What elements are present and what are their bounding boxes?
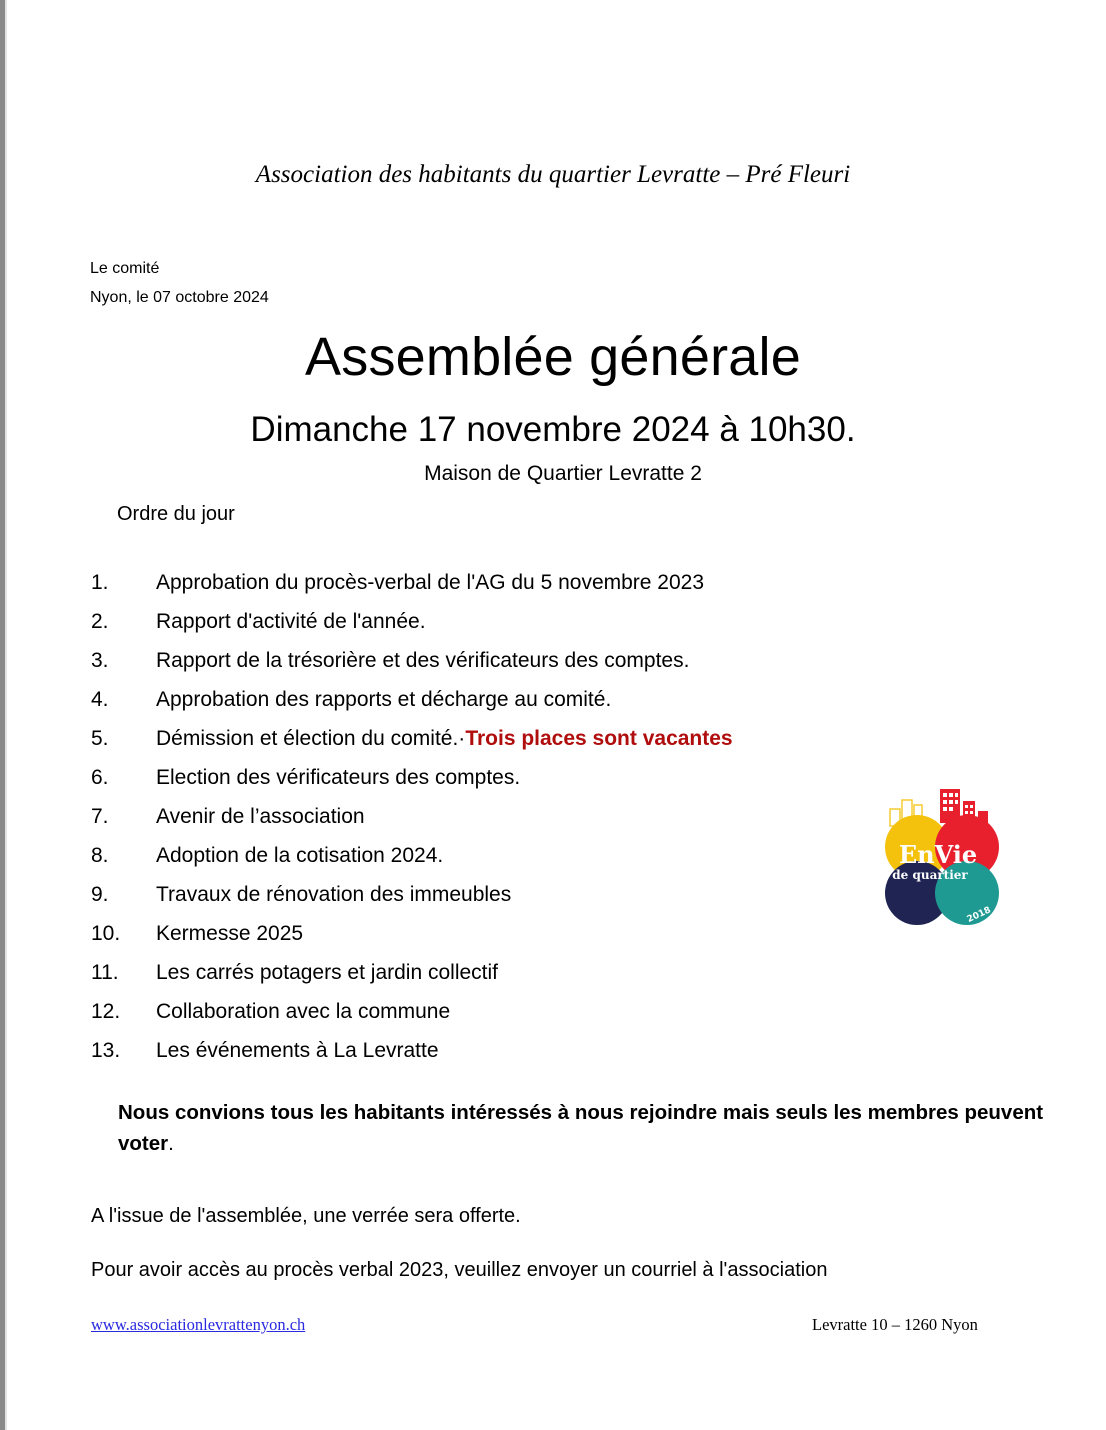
- agenda-item: 9. Travaux de rénovation des immeubles: [91, 883, 512, 906]
- organization-name: Association des habitants du quartier Levratte – Pré Fleuri: [255, 161, 851, 188]
- agenda-label: Ordre du jour: [117, 503, 235, 525]
- agenda-item: 2. Rapport d'activité de l'année.: [91, 610, 426, 633]
- date-line: Nyon, le 07 octobre 2024: [90, 289, 269, 306]
- svg-text:2018: 2018: [965, 905, 993, 926]
- organization-title: [0, 161, 1106, 189]
- event-datetime: Dimanche 17 novembre 2024 à 10h30.: [250, 410, 856, 449]
- logo-graphic-icon: [860, 785, 1010, 935]
- agenda-item: 1. Approbation du procès-verbal de l'AG du 5 novembre 2023: [91, 571, 705, 594]
- agenda-list: [91, 567, 733, 1074]
- sender-line: Le comité: [90, 260, 160, 277]
- minutes-notice: Pour avoir accès au procès verbal 2023, veuillez envoyer un courriel à l'association: [91, 1259, 828, 1281]
- agenda-item: 3. Rapport de la trésorière et des vérificateurs des comptes.: [91, 649, 690, 672]
- drinks-notice: A l'issue de l'assemblée, une verrée sera offerte.: [91, 1205, 521, 1227]
- agenda-item: 8. Adoption de la cotisation 2024.: [91, 844, 444, 867]
- agenda-item: 13. Les événements à La Levratte: [91, 1039, 439, 1062]
- agenda-item: 12. Collaboration avec la commune: [91, 1000, 451, 1023]
- agenda-item: 4. Approbation des rapports et décharge au comité.: [91, 688, 612, 711]
- logo-title: EnVie: [898, 840, 978, 869]
- invitation-notice: Nous convions tous les habitants intéressés à nous rejoindre mais seuls les membres peuvent voter.: [118, 1101, 1044, 1155]
- svg-text:de quartier: de quartier: [892, 868, 968, 882]
- agenda-item: 5. Démission et élection du comité.· Trois places sont vacantes: [91, 723, 733, 762]
- page-title: Assemblée générale: [305, 327, 801, 387]
- agenda-item: 11. Les carrés potagers et jardin collectif: [91, 961, 498, 984]
- footer-address: Levratte 10 – 1260 Nyon: [812, 1315, 978, 1334]
- agenda-item: 10. Kermesse 2025: [91, 922, 304, 945]
- event-location: Maison de Quartier Levratte 2: [424, 462, 702, 485]
- agenda-item: 6. Election des vérificateurs des comptes.: [91, 766, 521, 789]
- vacancy-highlight: Trois places sont vacantes: [465, 727, 733, 750]
- envie-de-quartier-logo: [860, 785, 1010, 935]
- website-link[interactable]: www.associationlevrattenyon.ch: [91, 1315, 306, 1334]
- agenda-item: 7. Avenir de l’association: [91, 805, 365, 828]
- window-edge-shadow: [5, 0, 7, 1430]
